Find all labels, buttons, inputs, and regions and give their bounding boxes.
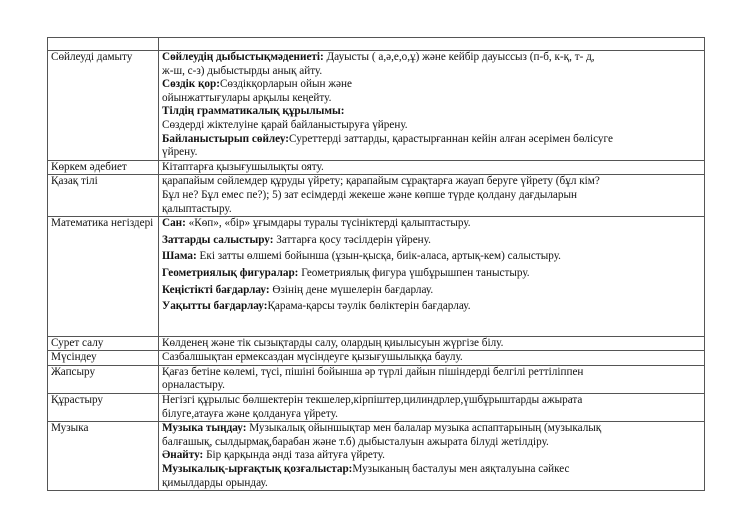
content-cell [159, 175, 705, 217]
line-heading: Тілдің грамматикалық құрылымы: [162, 105, 345, 118]
line-text: орналастыру. [162, 379, 225, 392]
content-cell [159, 365, 705, 393]
subject-cell: Қазақ тілі [48, 175, 159, 217]
content-line [162, 65, 701, 79]
content-line [162, 161, 701, 175]
content-line [162, 92, 701, 106]
content-line [162, 284, 701, 298]
subject-cell: Математика негіздері [48, 217, 159, 337]
line-heading: Уақытты бағдарлау: [162, 300, 268, 313]
content-line [162, 234, 701, 248]
line-text: Сөздерді жіктелуіне қарай байланыстыруға үйрену. [162, 118, 408, 131]
line-text: Кітаптарға қызығушылықты ояту. [162, 160, 324, 173]
subject-cell: Сурет салу [48, 336, 159, 351]
content-line [162, 436, 701, 450]
table-row [48, 365, 705, 393]
line-text: ж-ш, с-з) дыбыстырды анық айту. [162, 64, 323, 77]
line-text: Негізгі құрылыс бөлшектерін текшелер,кірпіштер,цилиндрлер,үшбұрыштарды ажырата [162, 394, 583, 407]
line-text: Көлденең және тік сызықтарды салу, олардың қиылысуын жүргізе білу. [162, 336, 504, 349]
table-row [48, 175, 705, 217]
content-line [162, 422, 701, 436]
content-line [162, 379, 701, 393]
content-line [162, 51, 701, 65]
content-line [162, 477, 701, 491]
table-body [48, 38, 705, 491]
content-line [162, 408, 701, 422]
line-text: Музыкалық ойыншықтар мен балалар музыка аспаптарының (музыкалық [246, 422, 602, 435]
line-text: Сөздікқорларын ойын және [219, 78, 352, 91]
content-line [162, 463, 701, 477]
content-cell [159, 422, 705, 491]
subject-cell: Құрастыру [48, 394, 159, 422]
content-line [162, 250, 701, 264]
line-text: Бұл не? Бұл емес пе?); 5) зат есімдерді жекеше және көпше түрде қолдану дағдыларын [162, 188, 577, 201]
content-cell [159, 51, 705, 161]
content-line [162, 189, 701, 203]
line-text: ойынжаттығулары арқылы кеңейту. [162, 91, 332, 104]
line-heading: Байланыстырып сөйлеу: [162, 132, 290, 145]
content-line [162, 203, 701, 217]
content-cell [159, 38, 705, 51]
content-line [162, 78, 701, 92]
subject-cell: Мүсіндеу [48, 351, 159, 366]
subject-cell: Көркем әдебиет [48, 160, 159, 175]
line-heading: Геометриялық фигуралар: [162, 266, 299, 279]
line-heading: Музыкалық-ырғақтық қозғалыстар: [162, 463, 353, 476]
line-text: Геометриялық фигура үшбұрышпен таныстыру. [298, 266, 530, 279]
line-heading: Әнайту: [162, 449, 204, 462]
content-line [162, 119, 701, 133]
line-text: үйрену. [162, 146, 198, 159]
line-text: қимылдарды орындау. [162, 476, 268, 489]
content-cell [159, 217, 705, 337]
line-text: Сазбалшықтан ермексаздан мүсіндеуге қызығушылыққа баулу. [162, 351, 463, 364]
content-line [162, 337, 701, 351]
subject-cell: Музыка [48, 422, 159, 491]
curriculum-table [47, 37, 705, 491]
subject-cell: Жапсыру [48, 365, 159, 393]
content-line [162, 394, 701, 408]
line-heading: Музыка тыңдау: [162, 422, 247, 435]
line-text: Заттарға қосу тәсілдерін үйрену. [273, 233, 431, 246]
line-text: Өзінің дене мүшелерін бағдарлау. [269, 283, 434, 296]
content-line [162, 351, 701, 365]
line-heading: Заттарды салыстыру: [162, 233, 274, 246]
line-heading: Шама: [162, 250, 197, 263]
content-line [162, 449, 701, 463]
line-text: білуге,атауға және қолдануға үйрету. [162, 407, 338, 420]
content-line [162, 105, 701, 119]
table-row [48, 38, 705, 51]
line-text: Қарама-қарсы тәулік бөліктерін бағдарлау. [267, 300, 471, 313]
line-text: қарапайым сөйлемдер құруды үйрету; қарапайым сұрақтарға жауап беруге үйрету (бұл кім? [162, 175, 600, 188]
line-text: Музыканың басталуы мен аяқталуына сәйкес [352, 463, 570, 476]
line-text: «Көп», «бір» ұғымдары туралы түсініктерді қалыптастыру. [185, 217, 471, 230]
table-row [48, 422, 705, 491]
table-row [48, 217, 705, 337]
content-line [162, 175, 701, 189]
table-row [48, 51, 705, 161]
content-line [162, 267, 701, 281]
table-row [48, 394, 705, 422]
content-line [162, 217, 701, 231]
content-cell [159, 351, 705, 366]
line-heading: Кеңістікті бағдарлау: [162, 283, 270, 296]
line-text: қалыптастыру. [162, 202, 232, 215]
content-line [162, 300, 701, 314]
line-text: Суреттерді заттарды, қарастырғаннан кейін алған әсерімен бөлісуге [289, 132, 613, 145]
line-text: Қағаз бетіне көлемі, түсі, пішіні бойынша әр түрлі дайын пішіндерді белгілі реттіліппен [162, 365, 584, 378]
content-line [162, 146, 701, 160]
content-cell [159, 160, 705, 175]
subject-cell: Сөйлеуді дамыту [48, 51, 159, 161]
content-cell [159, 394, 705, 422]
content-cell [159, 336, 705, 351]
subject-cell [48, 38, 159, 51]
line-heading: Сөйлеудің дыбыстықмәдениеті: [162, 51, 324, 63]
line-heading: Сөздік қор: [162, 78, 220, 91]
table-row [48, 160, 705, 175]
line-text: Екі затты өлшемі бойынша (ұзын-қысқа, биік-аласа, артық-кем) салыстыру. [196, 250, 561, 263]
content-line [162, 133, 701, 147]
line-heading: Сан: [162, 217, 186, 230]
line-text: Бір қарқында әнді таза айтуға үйрету. [203, 449, 385, 462]
table-row [48, 336, 705, 351]
table-row [48, 351, 705, 366]
line-text: балғашық, сылдырмақ,барабан және т.б) дыбысталуын ажырата білуді жетілдіру. [162, 435, 549, 448]
content-line [162, 366, 701, 380]
line-text: Дауысты ( а,ә,е,о,ұ) және кейбір дауыссыз (п-б, к-қ, т- д, [323, 51, 595, 63]
